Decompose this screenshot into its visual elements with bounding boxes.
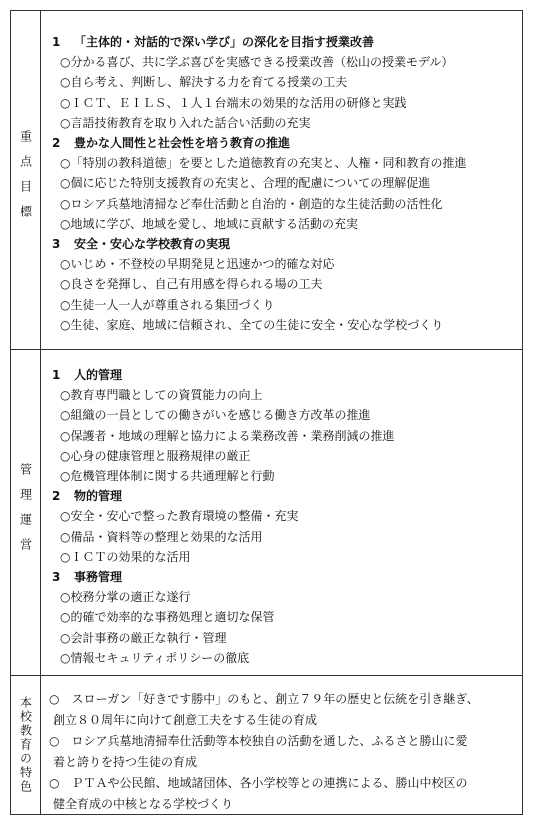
group-number: 1 (52, 35, 61, 49)
list-item: ○良さを発揮し、自己有用感を得られる場の工夫 (60, 277, 323, 292)
section-body-school-features (41, 676, 522, 814)
feature-line: 健全育成の中核となる学校づくり (53, 797, 234, 811)
school-plan-table (10, 10, 523, 815)
feature-line: ○ ロシア兵墓地清掃奉仕活動等本校独自の活動を通した、ふるさと勝山に愛 (49, 734, 468, 748)
feature-line: 着と誇りを持つ生徒の育成 (53, 755, 198, 769)
group-heading (50, 133, 518, 153)
list-item: ○安全・安心で整った教育環境の整備・充実 (60, 509, 299, 524)
group-title: 物的管理 (74, 489, 123, 504)
group-heading (50, 486, 518, 506)
section-header-key-goals (11, 11, 41, 349)
section-management (11, 350, 522, 676)
feature-line: ○ スローガン「好きです勝中」のもと、創立７９年の歴史と伝統を引き継ぎ、 (49, 692, 479, 706)
section-label: 本校教育の特色 (18, 696, 33, 794)
section-header-management (11, 350, 41, 675)
list-item: ○危機管理体制に関する共通理解と行動 (60, 469, 275, 484)
list-item: ○会計事務の厳正な執行・管理 (60, 630, 227, 645)
section-key-goals (11, 11, 522, 350)
group-heading (50, 365, 518, 385)
list-item: ○教育専門職としての資質能力の向上 (60, 388, 263, 403)
list-item: ○言語技術教育を取り入れた話合い活動の充実 (60, 115, 311, 130)
group-title: 豊かな人間性と社会性を培う教育の推進 (74, 136, 291, 151)
section-school-features (11, 676, 522, 814)
list-item: ○いじめ・不登校の早期発見と迅速かつ的確な対応 (60, 257, 335, 272)
list-item: ○ＩＣＴの効果的な活用 (60, 549, 191, 564)
group-heading (50, 567, 518, 587)
list-item: ○的確で効率的な事務処理と適切な保管 (60, 610, 275, 625)
list-item: ○校務分掌の適正な遂行 (60, 590, 191, 605)
list-item: ○ＩＣＴ、ＥＩＬＳ、１人１台端末の効果的な活用の研修と実践 (60, 95, 407, 110)
list-item: ○情報セキュリティポリシーの徹底 (60, 650, 250, 665)
section-header-school-features (11, 676, 41, 814)
list-item: ○自ら考え、判断し、解決する力を育てる授業の工夫 (60, 75, 348, 90)
group-number: 2 (52, 489, 61, 504)
list-item: ○組織の一員としての働きがいを感じる働き方改革の推進 (60, 408, 371, 423)
list-item: ○地域に学び、地域を愛し、地域に貢献する活動の充実 (60, 216, 358, 231)
section-body-management (41, 350, 522, 675)
list-item: ○生徒、家庭、地域に信頼され、全ての生徒に安全・安心な学校づくり (60, 317, 444, 332)
list-item: ○「特別の教科道徳」を要とした道徳教育の充実と、人権・同和教育の推進 (60, 156, 467, 171)
list-item: ○備品・資料等の整理と効果的な活用 (60, 529, 263, 544)
list-item: ○個に応じた特別支援教育の充実と、合理的配慮についての理解促進 (60, 176, 431, 191)
group-heading (50, 32, 518, 52)
group-number: 1 (52, 368, 61, 382)
list-item: ○生徒一人一人が尊重される集団づくり (60, 297, 275, 312)
group-title: 人的管理 (74, 368, 123, 382)
list-item: ○分かる喜び、共に学ぶ喜びを実感できる授業改善（松山の授業モデル） (60, 55, 454, 70)
group-title: 「主体的・対話的で深い学び」の深化を目指す授業改善 (74, 35, 375, 49)
section-body-key-goals (41, 11, 522, 349)
group-number: 2 (52, 136, 61, 151)
section-label: 管理運営 (18, 462, 33, 563)
group-number: 3 (52, 570, 61, 585)
list-item: ○心身の健康管理と服務規律の厳正 (60, 448, 251, 463)
group-heading (50, 234, 518, 254)
list-item: ○保護者・地域の理解と協力による業務改善・業務削減の推進 (60, 428, 395, 443)
group-number: 3 (52, 237, 61, 252)
group-title: 事務管理 (74, 570, 123, 585)
list-item: ○ロシア兵墓地清掃など奉仕活動と自治的・創造的な生徒活動の活性化 (60, 196, 443, 211)
group-title: 安全・安心な学校教育の実現 (74, 237, 231, 252)
feature-line: 創立８０周年に向けて創意工夫をする生徒の育成 (53, 713, 318, 727)
feature-line: ○ ＰＴＡや公民館、地域諸団体、各小学校等との連携による、勝山中校区の (49, 776, 468, 790)
section-label: 重点目標 (18, 130, 33, 230)
